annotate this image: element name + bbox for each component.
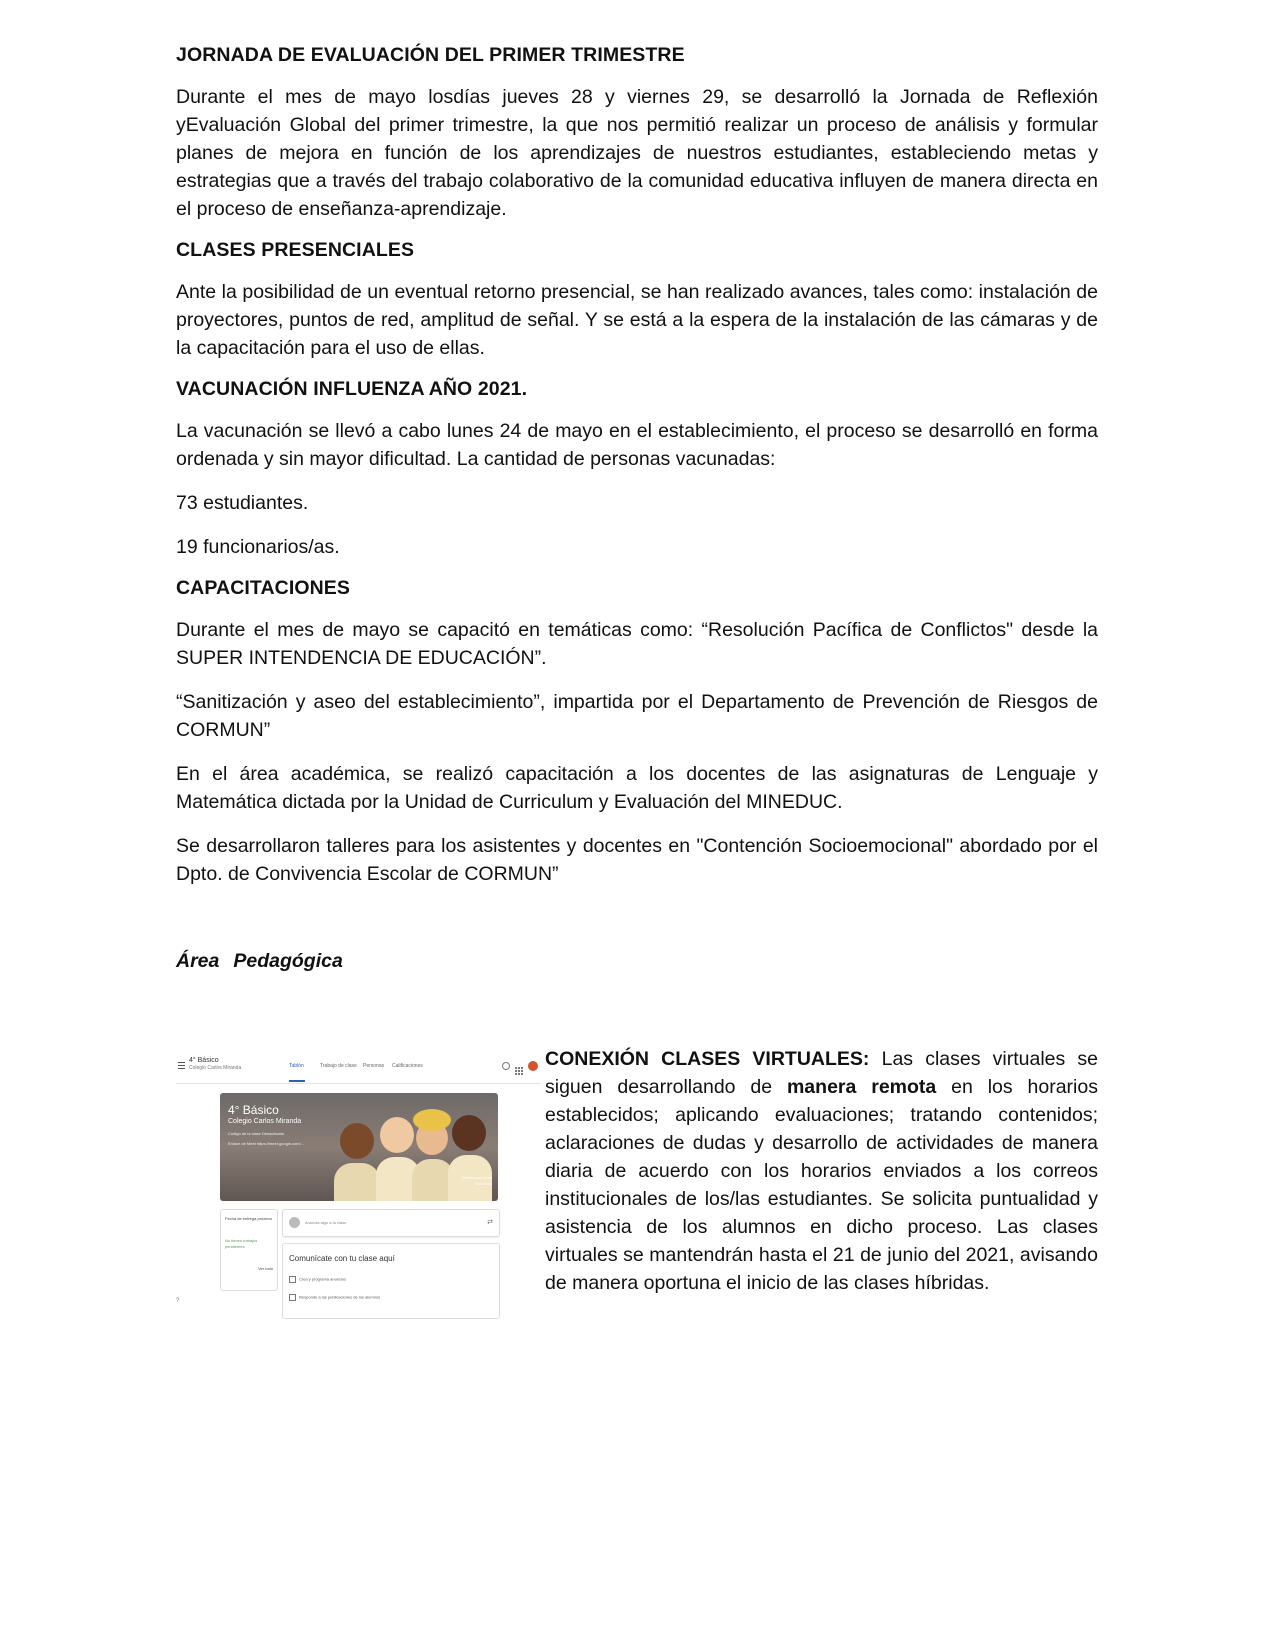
communicate-row [289,1294,380,1301]
class-code: Código de la clase Desactivado [228,1131,285,1136]
paragraph: 73 estudiantes. [176,492,309,514]
class-banner [220,1093,498,1201]
classroom-screenshot [176,1053,540,1321]
tab-tablon: Tablón [289,1063,304,1069]
child-illustration [380,1117,414,1153]
apps-icon [515,1062,523,1070]
tab-calificaciones: Calificaciones [392,1063,423,1069]
tab-indicator [289,1080,305,1082]
communicate-title: Comunícate con tu clase aquí [289,1254,395,1263]
communicate-card [282,1243,500,1319]
child-hair [413,1109,451,1131]
paragraph: Durante el mes de mayo se capacitó en temáticas como: “Resolución Pacífica de Conflictos" desde la SUPER INTENDENCIA DE EDUCACIÓN”. [176,619,1098,669]
row-label: Crea y programa anuncios [299,1276,347,1282]
conexion-paragraph [545,1045,1098,1297]
announce-placeholder: Anuncia algo a tu clase [305,1220,347,1225]
help-icon: ? [176,1298,180,1304]
area-subtitle [176,950,1098,973]
avatar [289,1217,300,1228]
area-word: Pedagógica [233,950,343,972]
reply-icon [289,1294,296,1301]
banner-title: 4° Básico [228,1103,279,1117]
repost-icon: ⇄ [487,1219,493,1226]
paragraph: Se desarrollaron talleres para los asistentes y docentes en "Contención Socioemocional" abordado por el Dpto. de Convivencia Escolar de CORMUN” [176,835,1098,885]
child-illustration [452,1115,486,1151]
upcoming-card [220,1209,278,1291]
upcoming-title: Fecha de entrega próxima [225,1216,272,1221]
announce-card [282,1209,500,1237]
menu-icon [178,1062,185,1069]
tab-personas: Personas [363,1063,385,1069]
paragraph: Ante la posibilidad de un eventual retorno presencial, se han realizado avances, tales como: instalación de proyectores, puntos de red, amplitud de señal. Y se está a la espera de la instalación de las cámaras y de la capacitación para el uso de ellas. [176,281,1098,359]
banner-select-theme: Seleccionar tema Subir foto [461,1175,492,1186]
child-illustration [340,1123,374,1159]
upcoming-text: No tienes trabajos pendientes [225,1238,258,1249]
conexion-text: en los horarios establecidos; aplicando evaluaciones; tratando contenidos; aclaraciones de dudas y desarrollo de actividades de manera diaria de acuerdo con los horarios enviados a los correos institucionales de los/las estudiantes. Se solicita puntualidad y asistencia de los alumnos en dicho proceso. Las clases virtuales se mantendrán hasta el 21 de junio del 2021, avisando de manera oportuna el inicio de las clases híbridas. [545,1076,1098,1294]
tab-trabajo: Trabajo de clase [320,1063,357,1069]
section-title: VACUNACIÓN INFLUENZA AÑO 2021. [176,378,528,400]
paragraph: En el área académica, se realizó capacitación a los docentes de las asignaturas de Lenguaje y Matemática dictada por la Unidad de Curriculum y Evaluación del MINEDUC. [176,763,1098,813]
banner-subtitle: Colegio Carlos Miranda [228,1118,302,1125]
user-avatar [528,1061,538,1071]
view-all-link: Ver todo [258,1266,273,1271]
document-body [176,44,1098,973]
conexion-heading: CONEXIÓN CLASES VIRTUALES: [545,1048,870,1070]
paragraph: 19 funcionarios/as. [176,536,340,558]
section-title: CAPACITACIONES [176,577,351,599]
paragraph: “Sanitización y aseo del establecimiento”, impartida por el Departamento de Prevención de Riesgos de CORMUN” [176,691,1098,741]
chat-icon [289,1276,296,1283]
row-label: Responde a las publicaciones de los alumnos [299,1294,381,1300]
settings-icon [502,1062,510,1070]
class-subtitle: Colegio Carlos Miranda [189,1065,242,1071]
section-title: CLASES PRESENCIALES [176,239,415,261]
paragraph: Durante el mes de mayo losdías jueves 28 y viernes 29, se desarrolló la Jornada de Reflexión yEvaluación Global del primer trimestre, la que nos permitió realizar un proceso de análisis y formular planes de mejora en función de los aprendizajes de nuestros estudiantes, estableciendo metas y estrategias que a través del trabajo colaborativo de la comunidad educativa influyen de manera directa en el proceso de enseñanza-aprendizaje. [176,86,1098,220]
communicate-row [289,1276,346,1283]
conexion-bold: manera remota [786,1076,937,1098]
child-illustration [334,1163,380,1201]
paragraph: La vacunación se llevó a cabo lunes 24 de mayo en el establecimiento, el proceso se desarrolló en forma ordenada y sin mayor dificultad. La cantidad de personas vacunadas: [176,420,1098,470]
class-title: 4° Básico [189,1057,219,1064]
classroom-header [176,1053,540,1084]
meet-link: Enlace de Meet https://meet.google.com/... [228,1141,305,1146]
conexion-text: Las clases virtuales se siguen desarrollando de [545,1048,1098,1098]
section-title: JORNADA DE EVALUACIÓN DEL PRIMER TRIMESTRE [176,44,685,66]
area-word: Área [176,950,220,972]
